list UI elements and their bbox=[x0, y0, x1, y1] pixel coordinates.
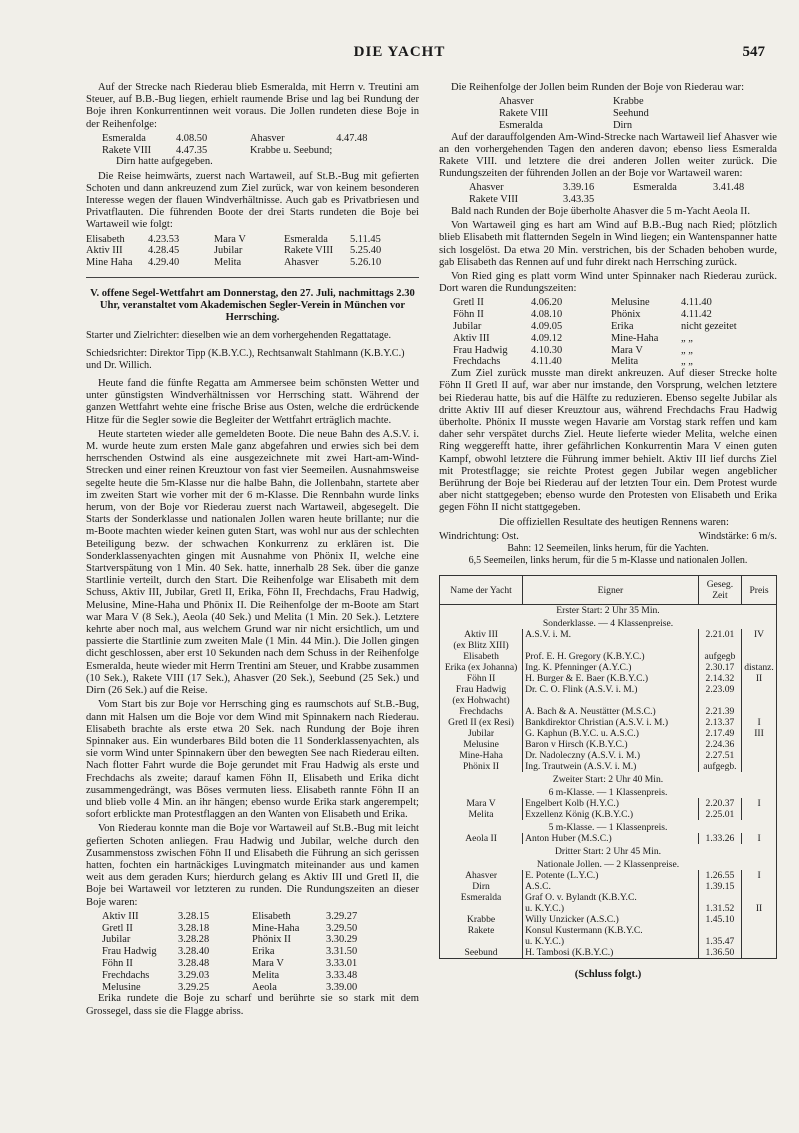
results-cell: Anton Huber (M.S.C.) bbox=[523, 833, 699, 844]
results-cell: Krabbe bbox=[440, 914, 523, 925]
results-group-label: Nationale Jollen. — 2 Klassenpreise. bbox=[440, 857, 777, 870]
results-row bbox=[440, 750, 777, 761]
table-cell: Aktiv III bbox=[86, 245, 123, 257]
results-cell bbox=[742, 936, 777, 947]
results-cell: Baron v Hirsch (K.B.Y.C.) bbox=[523, 739, 699, 750]
results-row bbox=[440, 892, 777, 903]
results-cell: 2.24.36 bbox=[698, 739, 741, 750]
results-cell: Ing. Trautwein (A.S.V. i. M.) bbox=[523, 761, 699, 772]
results-cell: u. K.Y.C.) bbox=[523, 936, 699, 947]
table-row bbox=[499, 120, 697, 132]
results-row bbox=[440, 673, 777, 684]
results-row bbox=[440, 684, 777, 695]
table-cell: Phönix II bbox=[252, 934, 291, 946]
table-cell: Mara V bbox=[611, 344, 643, 356]
results-cell: 2.30.17 bbox=[698, 662, 741, 673]
results-cell: 1.36.50 bbox=[698, 947, 741, 959]
results-group-row bbox=[440, 772, 777, 785]
results-cell bbox=[440, 903, 523, 914]
table-row bbox=[86, 257, 394, 269]
results-row bbox=[440, 925, 777, 936]
results-cell: 2.23.09 bbox=[698, 684, 741, 695]
results-cell bbox=[742, 684, 777, 695]
jollen-order-table bbox=[499, 96, 697, 131]
table-row bbox=[453, 297, 755, 309]
table-cell: 4.11.40 bbox=[531, 356, 562, 368]
table-cell: Gretl II bbox=[102, 922, 133, 934]
table-cell: 4.28.45 bbox=[148, 245, 180, 257]
results-cell: III bbox=[742, 728, 777, 739]
results-cell: A. Bach & A. Neustätter (M.S.C.) bbox=[523, 706, 699, 717]
paragraph: Vom Start bis zur Boje vor Herrsching ging es raumschots auf St.B.-Bug, dann mit Halsen um die Boje vor dem Wind mit Spinnakern nach Riederau. Elisabeth brachte als erste etwa 20 Sek. nach Rundung der Boje ihren Spinnaker aus. Ein wunderbares Bild boten die 11 Sonderklassenyachten, als sie vorm Wind unter Spinnakern über den bewegten See nach Riederau eilten. Nach flotter Fahrt wurde die Boje gerundet mit Frau Hadwig als erste und Frechdachs als zweite; darauf kamen Föhn II, Elisabeth und Erika dicht zusammengedrängt, was Böses vermuten liess. Elisabeth rannte Föhn II an und blieb volle 4 Min. an ihr hängen; ebenso wurde Erika stark angerempelt; sofort erblickte man Protestflaggen an den Wanten von Elisabeth und Erika. bbox=[86, 699, 419, 821]
wind-direction: Windrichtung: Ost. bbox=[439, 530, 519, 542]
results-cell: Aktiv III bbox=[440, 629, 523, 640]
table-row bbox=[102, 946, 380, 958]
results-cell: Konsul Kustermann (K.B.Y.C. bbox=[523, 925, 699, 936]
table-cell: Elisabeth bbox=[86, 233, 125, 245]
results-cell: Aeola II bbox=[440, 833, 523, 844]
table-cell: Mara V bbox=[214, 233, 246, 245]
results-cell: H. Burger & E. Baer (K.B.Y.C.) bbox=[523, 673, 699, 684]
table-cell: 3.28.18 bbox=[178, 922, 210, 934]
table-cell: 4.23.53 bbox=[148, 233, 180, 245]
table-cell: 3.29.25 bbox=[178, 981, 210, 993]
table-cell: Jubilar bbox=[453, 321, 482, 333]
table-cell: Frechdachs bbox=[102, 969, 150, 981]
results-cell bbox=[742, 925, 777, 936]
results-cell: 1.33.26 bbox=[698, 833, 741, 844]
results-cell: Rakete bbox=[440, 925, 523, 936]
results-group-label: Sonderklasse. — 4 Klassenpreise. bbox=[440, 616, 777, 629]
table-cell: 5.11.45 bbox=[350, 233, 381, 245]
table-cell: Elisabeth bbox=[252, 910, 291, 922]
table-cell: 3.33.48 bbox=[326, 969, 358, 981]
results-cell: Bankdirektor Christian (A.S.V. i. M.) bbox=[523, 717, 699, 728]
table-cell: 5.25.40 bbox=[350, 245, 382, 257]
results-cell: u. K.Y.C.) bbox=[523, 903, 699, 914]
results-cell: A.S.C. bbox=[523, 881, 699, 892]
table-row bbox=[102, 958, 380, 970]
section-heading: V. offene Segel-Wettfahrt am Donnerstag, den 27. Juli, nachmittags 2.30 Uhr, veranstaltet vom Akademischen Segler-Verein in München vor Herrsching. bbox=[90, 288, 415, 324]
results-cell bbox=[742, 892, 777, 903]
results-row bbox=[440, 739, 777, 750]
section-divider bbox=[86, 277, 419, 278]
results-cell: 2.21.39 bbox=[698, 706, 741, 717]
table-cell: 3.33.01 bbox=[326, 957, 358, 969]
table-cell: Frechdachs bbox=[453, 356, 501, 368]
results-cell: Gretl II (ex Resi) bbox=[440, 717, 523, 728]
results-row bbox=[440, 728, 777, 739]
table-row bbox=[102, 970, 380, 982]
table-cell: 5.26.10 bbox=[350, 257, 382, 269]
right-column bbox=[439, 82, 777, 982]
table-cell: 4.11.40 bbox=[681, 297, 712, 309]
left-column bbox=[86, 82, 419, 1020]
table-cell: Aeola bbox=[252, 981, 277, 993]
results-row bbox=[440, 870, 777, 881]
results-cell: 1.26.55 bbox=[698, 870, 741, 881]
results-cell: aufgegb. bbox=[698, 761, 741, 772]
results-group-row bbox=[440, 605, 777, 617]
results-cell bbox=[742, 809, 777, 820]
table-row bbox=[102, 145, 390, 157]
results-table bbox=[439, 575, 777, 959]
paragraph: Erika rundete die Boje zu scharf und berührte sie so stark mit dem Grossegel, dass sie die Flagge abriss. bbox=[86, 993, 419, 1017]
results-cell: Frau Hadwig bbox=[440, 684, 523, 695]
table-cell: 4.09.05 bbox=[531, 321, 563, 333]
wind-strength: Windstärke: 6 m/s. bbox=[698, 530, 777, 542]
table-row bbox=[469, 194, 767, 206]
results-header-cell: Preis bbox=[742, 576, 777, 605]
table-cell: „ „ bbox=[681, 344, 693, 356]
results-row bbox=[440, 706, 777, 717]
table-cell: Erika bbox=[252, 946, 275, 958]
table-cell: 3.28.48 bbox=[178, 957, 210, 969]
results-cell: Phönix II bbox=[440, 761, 523, 772]
table-cell: Ahasver bbox=[284, 257, 319, 269]
results-cell: Seebund bbox=[440, 947, 523, 959]
table-cell: Ahasver bbox=[499, 96, 534, 108]
results-group-label: Erster Start: 2 Uhr 35 Min. bbox=[440, 605, 777, 617]
table-cell: Erika bbox=[611, 321, 634, 333]
table-cell: Krabbe u. Seebund; bbox=[250, 144, 333, 156]
timing-table-wartaweil bbox=[86, 234, 394, 269]
officials-starter: Starter und Zielrichter: dieselben wie an dem vorhergehenden Regattatage. bbox=[86, 330, 392, 342]
table-cell: Rakete VIII bbox=[284, 245, 334, 257]
results-cell: distanz. bbox=[742, 662, 777, 673]
results-row bbox=[440, 695, 777, 706]
results-cell: Jubilar bbox=[440, 728, 523, 739]
table-row bbox=[499, 108, 697, 120]
jollen-times-table bbox=[469, 182, 767, 206]
results-cell bbox=[698, 640, 741, 651]
table-cell: Ahasver bbox=[469, 182, 504, 194]
results-row bbox=[440, 761, 777, 772]
paragraph: Die offiziellen Resultate des heutigen Rennens waren: bbox=[499, 516, 729, 528]
table-cell: 3.28.40 bbox=[178, 946, 210, 958]
table-cell: Mine-Haha bbox=[611, 332, 659, 344]
running-header: DIE YACHT bbox=[353, 44, 446, 60]
table-cell: Mine Haha bbox=[86, 257, 133, 269]
results-row bbox=[440, 833, 777, 844]
paragraph: Auf der darauffolgenden Am-Wind-Strecke nach Wartaweil lief Ahasver wie an den vorhergehenden Tagen den anderen davon; ebenso liess Esmeralda Rakete VIII. und letztere die drei anderen Jollen weiter zurück. Die Rundungszeiten der führenden Jollen an der Boje vor Wartaweil waren: bbox=[439, 131, 777, 180]
table-cell: 4.09.12 bbox=[531, 332, 563, 344]
results-cell bbox=[742, 739, 777, 750]
results-cell: Exzellenz König (K.B.Y.C.) bbox=[523, 809, 699, 820]
results-cell: 1.45.10 bbox=[698, 914, 741, 925]
results-cell: 2.21.01 bbox=[698, 629, 741, 640]
results-cell bbox=[698, 695, 741, 706]
results-cell bbox=[742, 651, 777, 662]
table-cell: 4.06.20 bbox=[531, 297, 563, 309]
table-cell: Jubilar bbox=[102, 934, 131, 946]
results-cell: IV bbox=[742, 629, 777, 640]
results-row bbox=[440, 947, 777, 959]
table-cell: 4.08.50 bbox=[176, 132, 208, 144]
results-cell bbox=[742, 640, 777, 651]
results-cell: Ahasver bbox=[440, 870, 523, 881]
results-cell bbox=[742, 947, 777, 959]
course-info-jollen: 6,5 Seemeilen, links herum, für die 5 m-Klasse und nationalen Jollen. bbox=[468, 555, 748, 567]
riederau-times-table bbox=[453, 297, 755, 368]
paragraph: Die Reihenfolge der Jollen beim Runden der Boje von Riederau war: bbox=[451, 82, 745, 93]
results-cell: 2.13.37 bbox=[698, 717, 741, 728]
results-cell bbox=[440, 936, 523, 947]
table-cell bbox=[272, 257, 284, 269]
paragraph: Die Reise heimwärts, zuerst nach Wartaweil, auf St.B.-Bug mit gefierten Schoten und dann ankreuzend zum Ziel zurück, war von keinem besonderen Interesse wegen der flauen Windverhältnisse. Auch gab es Privatbriesen und Privatflauten. Die führenden Boote der drei Starts rundeten die Boje bei Wartaweil wie folgt: bbox=[86, 170, 419, 231]
table-cell: 3.29.27 bbox=[326, 910, 358, 922]
table-cell bbox=[336, 145, 390, 157]
results-cell: Mara V bbox=[440, 798, 523, 809]
table-cell: Aktiv III bbox=[102, 910, 139, 922]
results-row bbox=[440, 914, 777, 925]
table-cell: 3.30.29 bbox=[326, 934, 358, 946]
paragraph: Auf der Strecke nach Riederau blieb Esmeralda, mit Herrn v. Treutini am Steuer, auf B.B.-Bug liegen, erhielt raumende Brise und lag bei Rundung der Boje ihren Konkurrentinnen weit voraus. Die Jollen rundeten diese Boje in der Reihenfolge: bbox=[86, 82, 419, 130]
table-cell: „ „ bbox=[681, 356, 693, 368]
results-cell: (ex Hohwacht) bbox=[440, 695, 523, 706]
results-cell: I bbox=[742, 798, 777, 809]
results-cell bbox=[742, 881, 777, 892]
results-group-label: 5 m-Klasse. — 1 Klassenpreis. bbox=[440, 820, 777, 833]
table-row bbox=[453, 333, 755, 345]
table-cell: 3.29.50 bbox=[326, 922, 358, 934]
table-cell: Ahasver bbox=[250, 132, 285, 144]
results-cell: 2.20.37 bbox=[698, 798, 741, 809]
results-cell: E. Potente (L.Y.C.) bbox=[523, 870, 699, 881]
table-cell: Krabbe bbox=[613, 96, 644, 108]
paragraph: Heute starteten wieder alle gemeldeten Boote. Die neue Bahn des A.S.V. i. M. wurde heute zum ersten Male ganz abgefahren und erwies sich bei dem herrschenden Ostwind als eine ausgezeichnete mit zwei Hart-am-Wind-Strecken und einer reinen Kreuztour von fast vier Seemeilen. Ausnahmsweise segelte heute die 5m-Klasse nur die halbe Bahn, die Jollenbahn, startete aber im zweiten Start wie vorher mit der 6 m-Klasse. Die Rennbahn wurde links herum, von der Boje vor Riederau zuerst nach Wartaweil, abgesegelt. Die Starts der Sonderklasse und nationalen Jollen waren heute brillante; nur die m-Boote machten wieder keinen guten Start, was wohl nur aus der schlechten Beteiligung bezw. der schwachen Konkurrenz zu erklären ist. Die Sonderklassenyachten gingen mit Ausnahme von Phönix II, welche eine Startverspätung von 1 Min. 40 Sek. hatte, innerhalb 28 Sek. über die ganze Startlinie verteilt, durch den Start. Die Reihenfolge war Elisabeth mit dem Schuss, Aktiv III, Jubilar, Gretl II, Erika, Föhn II, Frechdachs, Frau Hadwig, Melusine, Mine-Haha und Phönix II. Die Reihenfolge der m-Boote am Start war Mara V (8 Sek.), Aeola (40 Sek.) und Melita (1 Min. 20 Sek.). Letztere kehrte aber noch mal, aus welchem Grund war nir nicht ersichtlich, um und passierte die Startlinie zum zweiten Male (1 Min. 44 Min.). Die Jollen gingen dicht geschlossen, aber erst 10 Sekunden nach dem Schuss in der Reihenfolge Esmeralda, heute wieder mit Herrn Trentini am Steuer, und Krabbe zusammen (10 Sek.), Rakete VIII (17 Sek.), Ahasver (20 Sek.), Seebund (25 Sek.) und Dirn (26 Sek.) auf die Reise. bbox=[86, 428, 419, 697]
results-cell: Melita bbox=[440, 809, 523, 820]
results-cell: Engelbert Kolb (H.Y.C.) bbox=[523, 798, 699, 809]
results-group-row bbox=[440, 844, 777, 857]
results-cell bbox=[742, 750, 777, 761]
results-row bbox=[440, 662, 777, 673]
table-cell: Melita bbox=[252, 969, 280, 981]
page-number: 547 bbox=[742, 44, 765, 60]
timing-table-riederau bbox=[102, 133, 390, 157]
table-cell: 4.10.30 bbox=[531, 344, 563, 356]
results-row bbox=[440, 881, 777, 892]
table-row bbox=[102, 982, 380, 994]
table-cell: Esmeralda bbox=[284, 233, 328, 245]
table-cell: 4.29.40 bbox=[148, 257, 180, 269]
table-cell: Rakete VIII bbox=[499, 108, 549, 119]
results-row bbox=[440, 798, 777, 809]
results-cell: (ex Blitz XIII) bbox=[440, 640, 523, 651]
results-cell: 2.27.51 bbox=[698, 750, 741, 761]
table-cell: 3.28.15 bbox=[178, 910, 210, 922]
results-header-cell: Geseg. Zeit bbox=[698, 576, 741, 605]
table-cell: Aktiv III bbox=[453, 332, 490, 344]
table-row bbox=[469, 182, 767, 194]
table-row bbox=[453, 321, 755, 333]
results-cell: Willy Unzicker (A.S.C.) bbox=[523, 914, 699, 925]
table-cell: Föhn II bbox=[453, 309, 484, 321]
table-cell: Melusine bbox=[611, 297, 650, 309]
table-cell: 3.28.28 bbox=[178, 934, 210, 946]
paragraph: Zum Ziel zurück musste man direkt ankreuzen. Auf dieser Strecke holte Föhn II Gretl II auf, war aber nur imstande, den Vorsprung, welchen letztere bei Riederau hatte, bis auf die Hälfte zu reduzieren. Ebenso segelte Jubilar als dritte Aktiv III auf dieser Kreuztour aus, während Frechdachs Frau Hadwig überholte. Phönix II musste wegen Havarie am Vorstag stark reffen und kam daher sehr verspätet durchs Ziel. Heute lieferte wieder Melita, welche einen Ring weggerefft hatte, ihrer gefährlichen Konkurrentin Mara V einen guten Kampf, obwohl letztere die Führung immer behielt. Aktiv III lief durchs Ziel mit Protestflagge; sie reichte Protest gegen Jubilar wegen angeblicher Berührung der Boje bei Riederau auf der letzten Tour ein. Dem Protest wurde aber nicht stattgegeben; ebenso wurde den Protesten von Elisabeth und Erika gegen Föhn II nicht stattgegeben. bbox=[439, 368, 777, 514]
results-cell: aufgegb bbox=[698, 651, 741, 662]
table-cell: Rakete VIII bbox=[469, 194, 519, 206]
results-cell: H. Tambosi (K.B.Y.C.) bbox=[523, 947, 699, 959]
results-cell bbox=[523, 695, 699, 706]
results-cell: Erika (ex Johanna) bbox=[440, 662, 523, 673]
results-cell: Föhn II bbox=[440, 673, 523, 684]
results-group-label: Dritter Start: 2 Uhr 45 Min. bbox=[440, 844, 777, 857]
table-cell: Frau Hadwig bbox=[453, 344, 508, 356]
table-cell bbox=[633, 194, 713, 206]
results-group-row bbox=[440, 616, 777, 629]
results-cell: 1.31.52 bbox=[698, 903, 741, 914]
results-cell: Dirn bbox=[440, 881, 523, 892]
table-cell: 3.39.00 bbox=[326, 981, 358, 993]
table-row bbox=[453, 345, 755, 357]
table-cell bbox=[272, 245, 284, 257]
paragraph: Von Riederau konnte man die Boje vor Wartaweil auf St.B.-Bug mit leicht gefierten Schoten anliegen. Frau Hadwig und Jubilar, welche durch den Zusammenstoss zwischen Föhn II und Elisabeth die Führung an sich gerissen hatten, fochten ein hartnäckiges Luvingmatch miteinander aus und kamen weit aus dem geraden Kurs; hierdurch gelang es Aktiv III und Gretl II, die Boje bei Wartaweil vor letzteren zu runden. Die Rundungszeiten an dieser Boje waren: bbox=[86, 823, 419, 908]
results-group-row bbox=[440, 857, 777, 870]
paragraph: Dirn hatte aufgegeben. bbox=[116, 156, 213, 168]
table-cell: Jubilar bbox=[214, 245, 243, 257]
table-cell: Gretl II bbox=[453, 297, 484, 309]
to-be-continued: (Schluss folgt.) bbox=[574, 969, 642, 981]
results-cell: G. Kaphun (B.Y.C. u. A.S.C.) bbox=[523, 728, 699, 739]
results-row bbox=[440, 809, 777, 820]
table-cell bbox=[713, 194, 767, 206]
table-cell: Esmeralda bbox=[633, 182, 677, 194]
results-cell: I bbox=[742, 717, 777, 728]
table-cell: Melusine bbox=[102, 981, 141, 993]
table-row bbox=[499, 96, 697, 108]
results-cell: Graf O. v. Bylandt (K.B.Y.C. bbox=[523, 892, 699, 903]
results-cell: 1.35.47 bbox=[698, 936, 741, 947]
results-group-label: Zweiter Start: 2 Uhr 40 Min. bbox=[440, 772, 777, 785]
paragraph: Von Wartaweil ging es hart am Wind auf B.B.-Bug nach Ried; plötzlich blieb Elisabeth mit flatternden Segeln in Wind liegen; ein Wantenspanner hatte sich losgelöst. Da etwa 20 Min. verstrichen, bis der Schaden behoben wurde, gab Elisabeth das Rennen auf und fuhr direkt nach Herrsching zurück. bbox=[439, 220, 777, 268]
table-cell: 3.43.35 bbox=[563, 194, 595, 206]
results-group-row bbox=[440, 820, 777, 833]
table-cell: 3.41.48 bbox=[713, 182, 745, 194]
table-cell: Phönix bbox=[611, 309, 641, 321]
table-cell: Melita bbox=[214, 257, 242, 269]
results-cell: Dr. C. O. Flink (A.S.V. i. M.) bbox=[523, 684, 699, 695]
results-cell bbox=[742, 706, 777, 717]
table-cell: 4.47.48 bbox=[336, 132, 368, 144]
table-row bbox=[453, 309, 755, 321]
results-cell: Prof. E. H. Gregory (K.B.Y.C.) bbox=[523, 651, 699, 662]
results-row bbox=[440, 629, 777, 640]
results-cell: I bbox=[742, 833, 777, 844]
paragraph: Von Ried ging es platt vorm Wind unter Spinnaker nach Riederau zurück. Dort waren die Rundungszeiten: bbox=[439, 271, 777, 295]
table-cell: 3.29.03 bbox=[178, 969, 210, 981]
table-row bbox=[102, 911, 380, 923]
results-header-cell: Eigner bbox=[523, 576, 699, 605]
results-group-row bbox=[440, 785, 777, 798]
results-row bbox=[440, 651, 777, 662]
table-cell: Mara V bbox=[252, 957, 284, 969]
timing-table-wartaweil-2 bbox=[102, 911, 380, 994]
table-row bbox=[86, 234, 394, 246]
results-header-cell: Name der Yacht bbox=[440, 576, 523, 605]
table-cell: Föhn II bbox=[102, 957, 133, 969]
results-cell: 1.39.15 bbox=[698, 881, 741, 892]
results-cell: I bbox=[742, 870, 777, 881]
results-cell: II bbox=[742, 673, 777, 684]
paragraph: Heute fand die fünfte Regatta am Ammersee beim schönsten Wetter und unter günstigsten Windverhältnissen vor Herrsching statt. Während der ganzen Wettfahrt wehte eine frische Brise aus Osten, welche die erdrückende Hitze für die Segler sowie die Begleiter der Wettfahrt erträglich machte. bbox=[86, 378, 419, 426]
table-cell: Mine-Haha bbox=[252, 922, 300, 934]
table-row bbox=[102, 133, 390, 145]
table-cell: Esmeralda bbox=[102, 132, 146, 144]
table-cell: „ „ bbox=[681, 332, 693, 344]
table-cell: 3.31.50 bbox=[326, 946, 358, 958]
results-cell: Dr. Nadoleczny (A.S.V. i. M.) bbox=[523, 750, 699, 761]
table-cell: Frau Hadwig bbox=[102, 946, 157, 958]
results-cell: Elisabeth bbox=[440, 651, 523, 662]
results-cell bbox=[698, 925, 741, 936]
table-cell: 4.11.42 bbox=[681, 309, 712, 321]
results-cell bbox=[523, 640, 699, 651]
table-row bbox=[102, 934, 380, 946]
officials-judges: Schiedsrichter: Direktor Tipp (K.B.Y.C.), Rechtsanwalt Stahlmann (K.B.Y.C.) und Dr. Willich. bbox=[86, 348, 405, 372]
table-row bbox=[102, 923, 380, 935]
table-row bbox=[453, 356, 755, 368]
results-cell: 2.17.49 bbox=[698, 728, 741, 739]
results-header-row bbox=[440, 576, 777, 605]
table-cell: 4.47.35 bbox=[176, 144, 208, 156]
table-cell bbox=[272, 234, 284, 246]
table-cell: Rakete VIII bbox=[102, 144, 152, 156]
results-cell: Ing. K. Pfenninger (A.Y.C.) bbox=[523, 662, 699, 673]
table-cell: nicht gezeitet bbox=[681, 321, 737, 333]
results-cell bbox=[742, 761, 777, 772]
results-cell: Mine-Haha bbox=[440, 750, 523, 761]
table-cell: Melita bbox=[611, 356, 639, 368]
wind-info bbox=[439, 531, 777, 543]
results-cell: Esmeralda bbox=[440, 892, 523, 903]
table-cell: Dirn bbox=[613, 119, 633, 131]
results-cell bbox=[742, 914, 777, 925]
results-cell: 2.25.01 bbox=[698, 809, 741, 820]
table-cell: Seehund bbox=[613, 108, 649, 119]
results-group-label: 6 m-Klasse. — 1 Klassenpreis. bbox=[440, 785, 777, 798]
table-cell: Esmeralda bbox=[499, 119, 543, 131]
results-row bbox=[440, 717, 777, 728]
table-cell: 3.39.16 bbox=[563, 182, 595, 194]
table-row bbox=[86, 245, 394, 257]
results-row bbox=[440, 903, 777, 914]
results-cell: II bbox=[742, 903, 777, 914]
course-info: Bahn: 12 Seemeilen, links herum, für die Yachten. bbox=[507, 543, 709, 555]
results-cell: 2.14.32 bbox=[698, 673, 741, 684]
results-cell bbox=[742, 695, 777, 706]
results-row bbox=[440, 640, 777, 651]
results-row bbox=[440, 936, 777, 947]
results-cell: Frechdachs bbox=[440, 706, 523, 717]
results-cell: A.S.V. i. M. bbox=[523, 629, 699, 640]
results-cell bbox=[698, 892, 741, 903]
paragraph: Bald nach Runden der Boje überholte Ahasver die 5 m-Yacht Aeola II. bbox=[451, 206, 751, 217]
results-cell: Melusine bbox=[440, 739, 523, 750]
table-cell: 4.08.10 bbox=[531, 309, 563, 321]
